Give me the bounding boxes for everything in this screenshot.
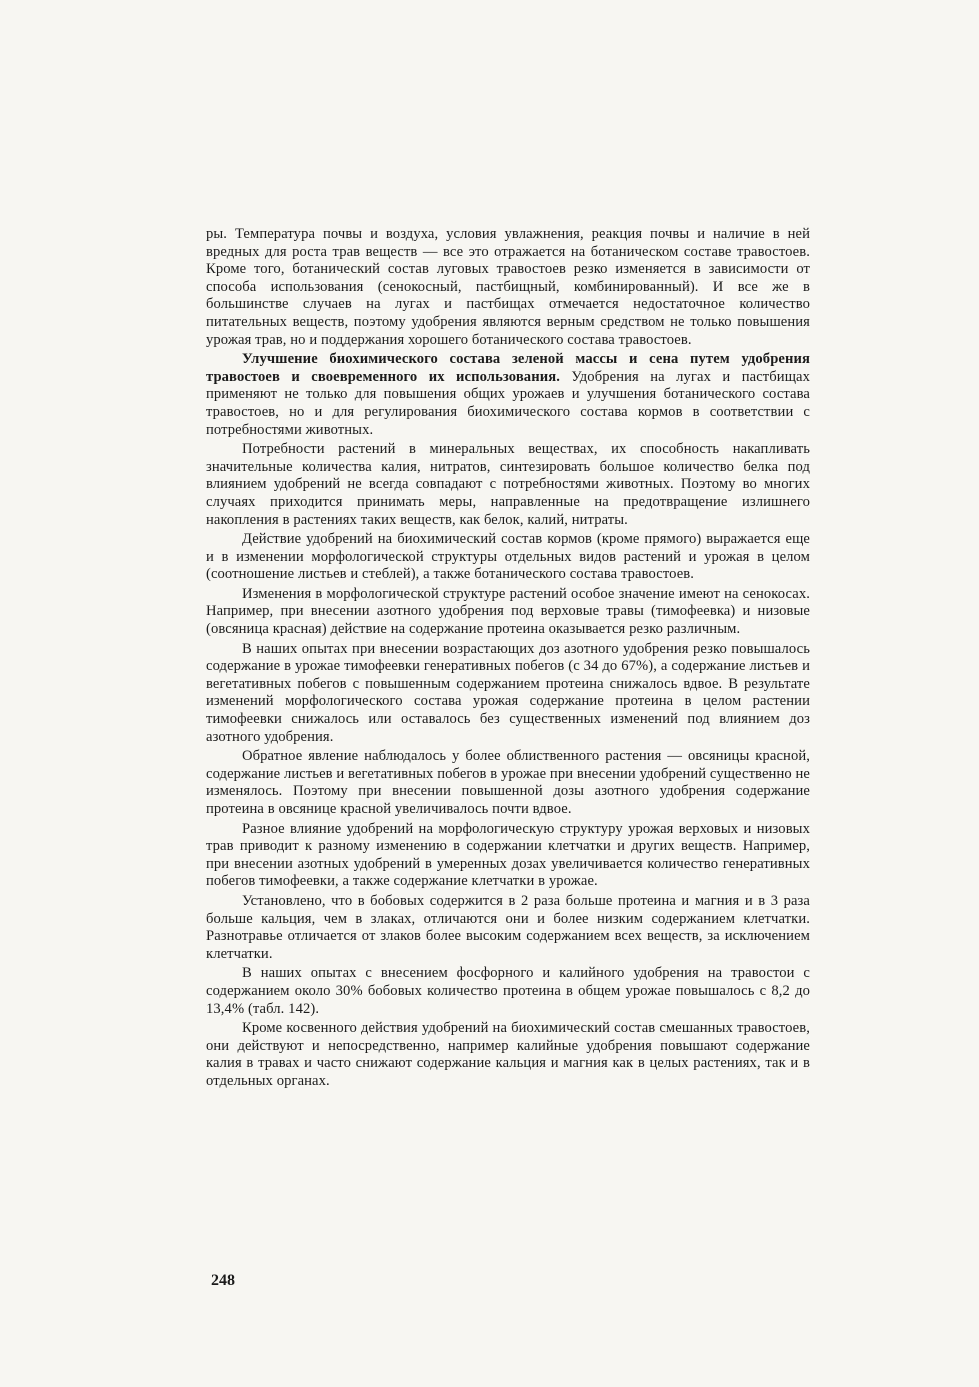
paragraph-3: Потребности растений в минеральных веществах, их способность накапливать значительные количества калия, нитратов, синтезировать большое количество белка под влиянием удобрений не всегда совпадают с потребностями животных. Поэтому во многих случаях приходится принимать меры, направленные на предотвращение излишнего накопления в растениях таких веществ, как белок, калий, нитраты.	[206, 441, 810, 528]
paragraph-6: В наших опытах при внесении возрастающих доз азотного удобрения резко повышалось содержание в урожае тимофеевки генеративных побегов (с 34 до 67%), а содержание листьев и вегетативных побегов с повышенным содержанием протеина снижалось вдвое. В результате изменений морфологического состава урожая содержание протеина в целом растении тимофеевки снижалось или оставалось без существенных изменений под влиянием доз азотного удобрения.	[206, 640, 810, 745]
page-body	[206, 226, 810, 1093]
paragraph-7: Обратное явление наблюдалось у более облиственного растения — овсяницы красной, содержание листьев и вегетативных побегов в урожае при внесении удобрений существенно не изменялось. Поэтому при внесении повышенной дозы азотного удобрения содержание протеина в овсянице красной увеличивалось почти вдвое.	[206, 748, 810, 817]
paragraph-10: В наших опытах с внесением фосфорного и калийного удобрения на травостои с содержанием около 30% бобовых количество протеина в общем урожае повышалось с 8,2 до 13,4% (табл. 142).	[206, 965, 810, 1017]
paragraph-2-text: Удобрения на лугах и пастбищах применяют не только для повышения общих урожаев и улучшения ботанического состава травостоев, но и для регулирования биохимического состава кормов в соответствии с потребностями животных.	[206, 368, 811, 438]
section-heading: Улучшение биохимического состава зеленой массы и сена путем удобрения травостоев и своевременного их использования.	[206, 351, 810, 385]
paragraph-2	[206, 351, 810, 439]
paragraph-4: Действие удобрений на биохимический состав кормов (кроме прямого) выражается еще и в изменении морфологической структуры отдельных видов растений и урожая в целом (соотношение листьев и стеблей), а также ботанического состава травостоев.	[206, 531, 810, 583]
paragraph-11: Кроме косвенного действия удобрений на биохимический состав смешанных травостоев, они действуют и непосредственно, например калийные удобрения повышают содержание калия в травах и часто снижают содержание кальция и магния как в целых растениях, так и в отдельных органах.	[206, 1020, 810, 1089]
paragraph-1: ры. Температура почвы и воздуха, условия увлажнения, реакция почвы и наличие в ней вредных для роста трав веществ — все это отражается на ботаническом составе травостоев. Кроме того, ботанический состав луговых травостоев резко изменяется в зависимости от способа использования (сенокосный, пастбищный, комбинированный). И все же в большинстве случаев на лугах и пастбищах отмечается недостаточное количество питательных веществ, поэтому удобрения являются верным средством не только повышения урожая трав, но и поддержания хорошего ботанического состава травостоев.	[206, 226, 810, 348]
paragraph-9: Установлено, что в бобовых содержится в 2 раза больше протеина и магния и в 3 раза больше кальция, чем в злаках, отличаются они и более низким содержанием клетчатки. Разнотравье отличается от злаков более высоким содержанием всех веществ, за исключением клетчатки.	[206, 892, 810, 962]
page-number: 248	[211, 1272, 235, 1289]
paragraph-8: Разное влияние удобрений на морфологическую структуру урожая верховых и низовых трав приводит к разному изменению в содержании клетчатки и других веществ. Например, при внесении азотных удобрений в умеренных дозах увеличивается количество генеративных побегов тимофеевки, а также содержание клетчатки в урожае.	[206, 820, 810, 890]
paragraph-5: Изменения в морфологической структуре растений особое значение имеют на сенокосах. Например, при внесении азотного удобрения под верховые травы (тимофеевка) и низовые (овсяница красная) действие на содержание протеина оказывается резко различным.	[206, 585, 810, 638]
